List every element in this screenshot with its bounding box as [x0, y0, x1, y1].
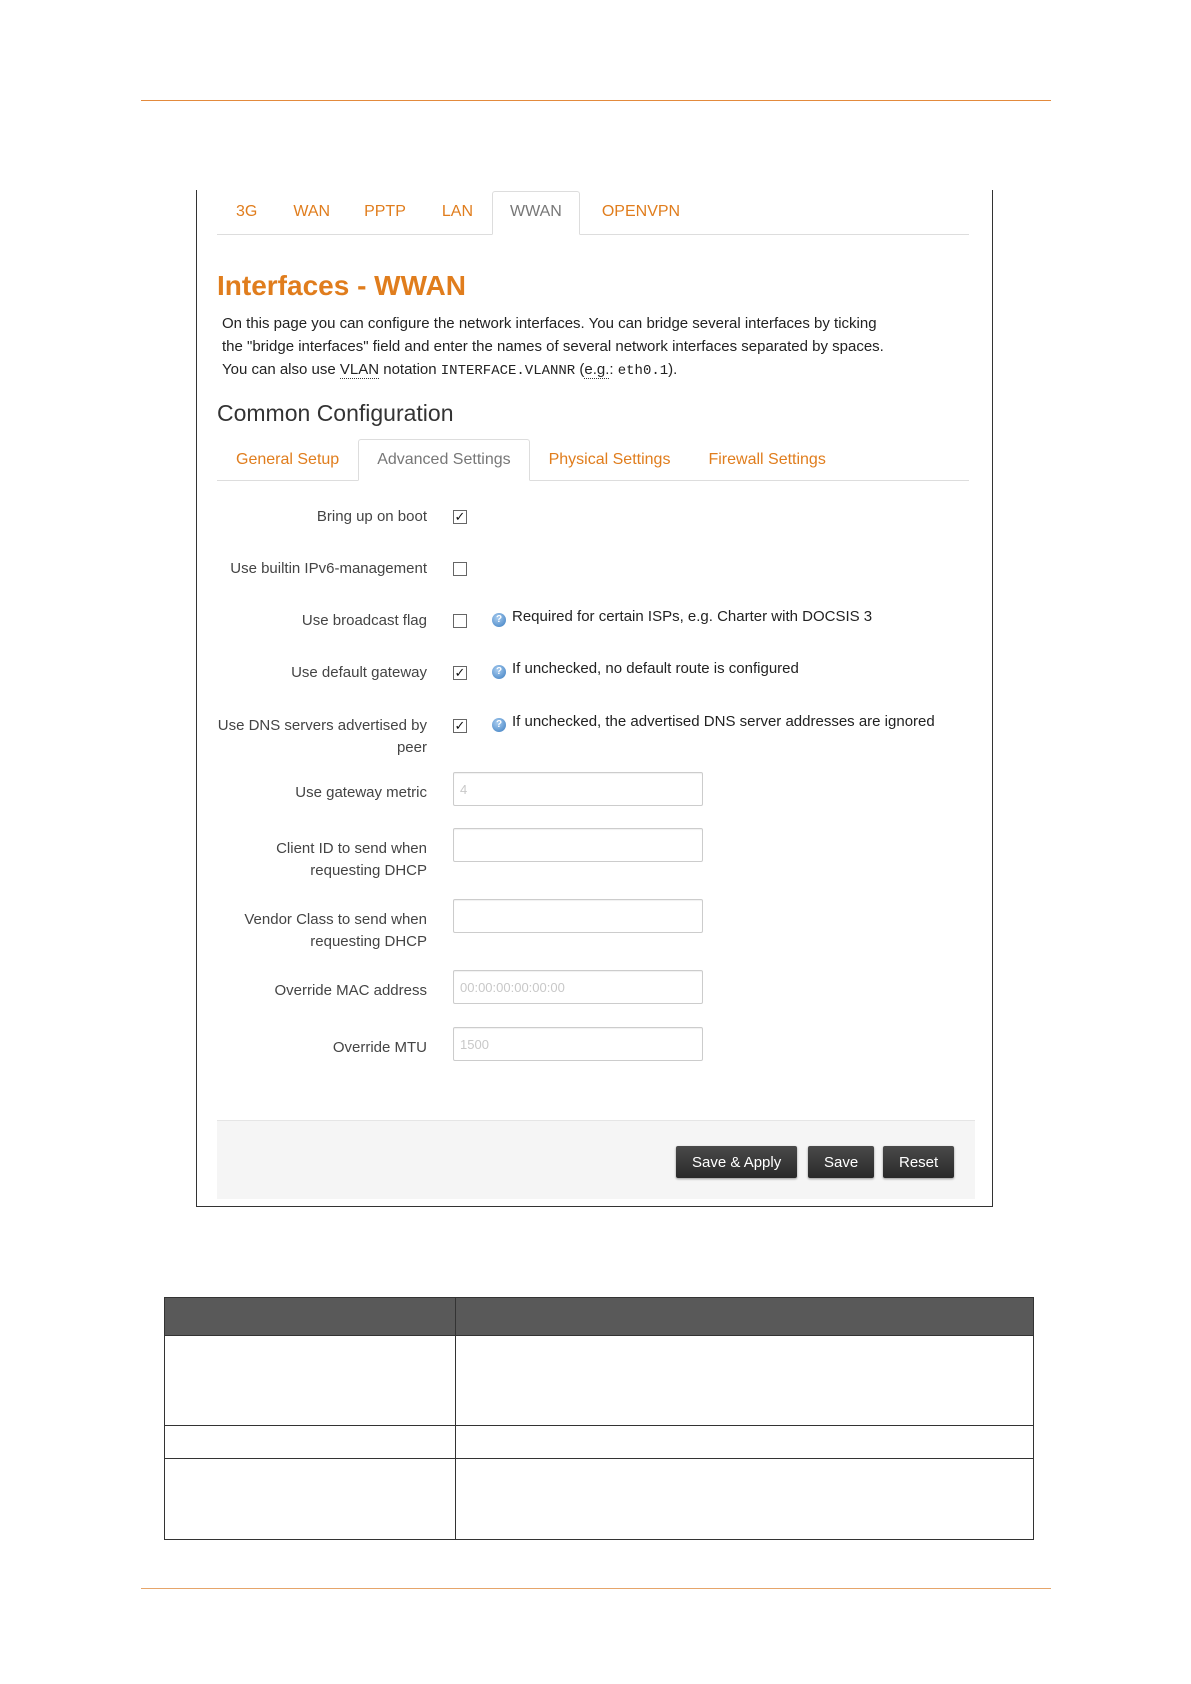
- vlan-abbr: VLAN: [339, 361, 380, 378]
- label-line: Client ID to send when: [276, 840, 427, 857]
- screenshot-frame: [196, 190, 993, 1207]
- save-button[interactable]: Save: [808, 1146, 874, 1178]
- bring-up-on-boot-label: Bring up on boot: [316, 508, 427, 525]
- ipv6-management-label: Use builtin IPv6-management: [230, 560, 427, 577]
- dns-peer-label: [217, 715, 427, 759]
- gateway-metric-input[interactable]: [453, 772, 703, 806]
- vendor-class-label: [217, 909, 427, 953]
- info-icon: ?: [492, 718, 506, 732]
- override-mac-input[interactable]: [453, 970, 703, 1004]
- default-gateway-label: Use default gateway: [291, 664, 427, 681]
- dns-peer-hint: [492, 711, 935, 733]
- footer-rule: [141, 1588, 1051, 1589]
- tab-physical-settings[interactable]: Physical Settings: [548, 451, 671, 468]
- label-line: peer: [396, 739, 427, 756]
- document-table: [164, 1297, 1034, 1540]
- table-header-cell: [456, 1298, 1034, 1336]
- broadcast-flag-label: Use broadcast flag: [301, 612, 427, 629]
- action-bar: [217, 1120, 975, 1199]
- main-tabs: [217, 202, 969, 235]
- gateway-metric-label: Use gateway metric: [295, 784, 427, 801]
- override-mtu-input[interactable]: [453, 1027, 703, 1061]
- eth-code: eth0.1: [617, 363, 669, 379]
- label-line: requesting DHCP: [310, 933, 427, 950]
- vendor-class-input[interactable]: [453, 899, 703, 933]
- table-cell: [456, 1426, 1034, 1459]
- sub-tabs: [217, 439, 969, 481]
- table-header-cell: [165, 1298, 456, 1336]
- default-gateway-checkbox[interactable]: ✓: [454, 665, 466, 680]
- description-line-3: [222, 358, 942, 383]
- tab-openvpn[interactable]: OPENVPN: [601, 203, 681, 220]
- table-row: [165, 1336, 1034, 1426]
- override-mtu-label: Override MTU: [332, 1039, 427, 1056]
- tab-general-setup[interactable]: General Setup: [236, 451, 340, 468]
- save-apply-button[interactable]: Save & Apply: [676, 1146, 797, 1178]
- tab-3g[interactable]: 3G: [236, 203, 258, 220]
- label-line: Use DNS servers advertised by: [217, 717, 427, 734]
- table-cell: [456, 1336, 1034, 1426]
- bring-up-on-boot-checkbox[interactable]: ✓: [454, 509, 466, 524]
- table-cell: [165, 1459, 456, 1540]
- section-title: Common Configuration: [217, 400, 454, 426]
- hint-text: Required for certain ISPs, e.g. Charter with DOCSIS 3: [512, 608, 873, 625]
- label-line: Vendor Class to send when: [244, 911, 427, 928]
- page-title: Interfaces - WWAN: [217, 270, 466, 301]
- description-line-2: the "bridge interfaces" field and enter the names of several network interfaces separated by spaces.: [222, 338, 884, 355]
- client-id-label: [217, 838, 427, 882]
- description-text: :: [609, 361, 618, 378]
- reset-button[interactable]: Reset: [883, 1146, 954, 1178]
- table-header-row: [165, 1298, 1034, 1336]
- label-line: requesting DHCP: [310, 862, 427, 879]
- default-gateway-hint: [492, 658, 799, 680]
- table-cell: [165, 1336, 456, 1426]
- tab-advanced-settings[interactable]: Advanced Settings: [358, 439, 529, 481]
- eg-abbr: e.g.: [584, 361, 610, 378]
- description-text: notation: [379, 361, 441, 378]
- table-row: [165, 1459, 1034, 1540]
- tab-wan[interactable]: WAN: [293, 203, 331, 220]
- broadcast-flag-hint: [492, 606, 872, 628]
- dns-peer-checkbox[interactable]: ✓: [454, 718, 466, 733]
- hint-text: If unchecked, no default route is configured: [512, 660, 799, 677]
- override-mac-label: Override MAC address: [274, 982, 427, 999]
- tab-lan[interactable]: LAN: [441, 203, 473, 220]
- interface-vlannr-code: INTERFACE.VLANNR: [440, 363, 576, 379]
- ipv6-management-checkbox[interactable]: [453, 562, 467, 576]
- hint-text: If unchecked, the advertised DNS server addresses are ignored: [512, 713, 935, 730]
- broadcast-flag-checkbox[interactable]: [453, 614, 467, 628]
- description-text: (: [575, 361, 585, 378]
- description-text: ).: [668, 361, 678, 378]
- info-icon: ?: [492, 613, 506, 627]
- client-id-input[interactable]: [453, 828, 703, 862]
- tab-pptp[interactable]: PPTP: [364, 203, 406, 220]
- description-text: You can also use: [222, 361, 340, 378]
- tab-firewall-settings[interactable]: Firewall Settings: [708, 451, 826, 468]
- page-description: [222, 312, 942, 383]
- table-cell: [165, 1426, 456, 1459]
- table-cell: [456, 1459, 1034, 1540]
- tab-wwan[interactable]: WWAN: [492, 191, 580, 235]
- description-line-1: On this page you can configure the network interfaces. You can bridge several interfaces by ticking: [222, 315, 877, 332]
- table-row: [165, 1426, 1034, 1459]
- header-rule: [141, 100, 1051, 101]
- info-icon: ?: [492, 665, 506, 679]
